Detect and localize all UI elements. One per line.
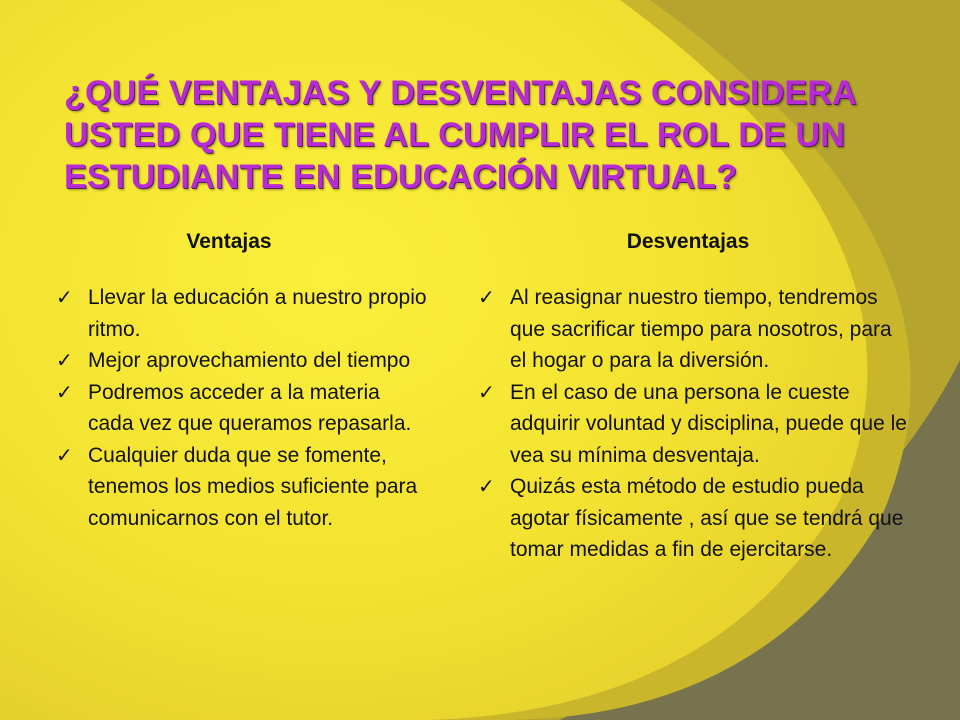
list-item-text: Llevar la educación a nuestro propio ritmo. [88, 286, 427, 341]
ventajas-heading: Ventajas [186, 230, 272, 253]
list-item-text: Quizás esta método de estudio pueda agotar físicamente , así que se tendrá que tomar medidas a fin de ejercitarse. [510, 475, 904, 561]
list-item [48, 345, 428, 377]
checkmark-icon: ✓ [56, 379, 73, 404]
list-item [48, 440, 428, 535]
slide-title: ¿QUÉ VENTAJAS Y DESVENTAJAS CONSIDERA USTED QUE TIENE AL CUMPLIR EL ROL DE UN ESTUDIANTE EN EDUCACIÓN VIRTUAL? [64, 74, 856, 196]
list-item [470, 282, 910, 377]
checkmark-icon: ✓ [478, 474, 495, 498]
list-item-text: Cualquier duda que se fomente, tenemos los medios suficiente para comunicarnos con el tutor. [88, 443, 418, 530]
list-item-text: Al reasignar nuestro tiempo, tendremos que sacrificar tiempo para nosotros, para el hogar o para la diversión. [510, 286, 892, 372]
desventajas-heading: Desventajas [626, 230, 750, 253]
list-item-text: Mejor aprovechamiento del tiempo [88, 349, 411, 372]
ventajas-list [48, 282, 428, 534]
desventajas-column [470, 228, 910, 566]
list-item [470, 377, 910, 472]
ventajas-column [48, 228, 428, 534]
list-item [48, 377, 428, 440]
checkmark-icon: ✓ [478, 379, 495, 404]
list-item-text: Podremos acceder a la materia cada vez que queramos repasarla. [88, 380, 412, 435]
list-item [470, 471, 910, 566]
checkmark-icon: ✓ [478, 285, 495, 309]
checkmark-icon: ✓ [56, 348, 73, 372]
desventajas-list [470, 282, 910, 566]
list-item [48, 282, 428, 345]
checkmark-icon: ✓ [56, 442, 73, 467]
checkmark-icon: ✓ [56, 285, 73, 309]
list-item-text: En el caso de una persona le cueste adquirir voluntad y disciplina, puede que le vea su mínima desventaja. [510, 380, 907, 467]
